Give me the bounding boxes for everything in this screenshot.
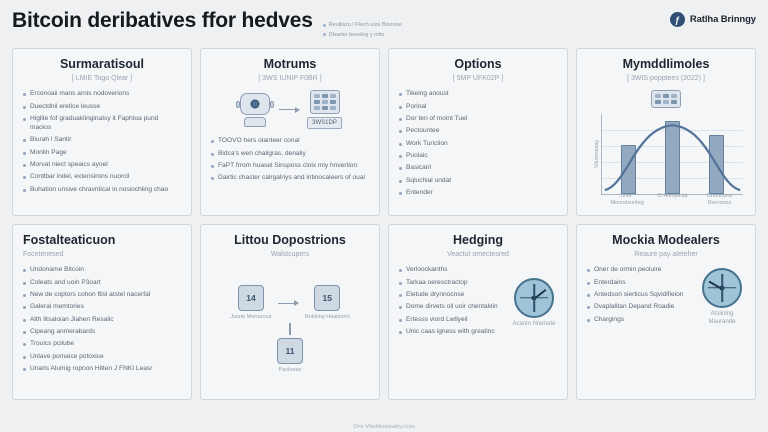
list-item-label: Dvaplalitan Depand Roadie bbox=[594, 303, 675, 311]
list-item-label: Puolaic bbox=[406, 152, 428, 160]
card-littou-dopostrions bbox=[200, 224, 380, 400]
bullet-list bbox=[399, 90, 557, 202]
bullet-dot-icon bbox=[23, 343, 26, 346]
bullet-dot-icon bbox=[23, 306, 26, 309]
card-subtitle: [ LMIE Togo Qlear ] bbox=[71, 74, 133, 82]
header-subnote-text: Disarier beseleg y mits bbox=[328, 31, 385, 38]
bullet-dot-icon bbox=[399, 143, 402, 146]
bullet-dot-icon bbox=[23, 269, 26, 272]
list-item bbox=[23, 173, 181, 182]
bullet-dot-icon bbox=[399, 106, 402, 109]
bullet-dot-icon bbox=[399, 294, 402, 297]
list-item-label: Entender bbox=[406, 189, 433, 197]
card-surmaratisoul bbox=[12, 48, 192, 216]
list-item bbox=[23, 279, 181, 288]
list-item bbox=[587, 316, 693, 325]
list-item-label: Tikeing anoust bbox=[406, 90, 449, 98]
bullet-list bbox=[399, 266, 505, 340]
list-item bbox=[211, 174, 369, 183]
brand-logo-icon: ƒ bbox=[670, 12, 685, 27]
robot-icon bbox=[238, 93, 272, 127]
flow-caption-1: Juonb Meruarsur bbox=[230, 314, 272, 321]
card-options bbox=[388, 48, 568, 216]
bullet-dot-icon bbox=[23, 294, 26, 297]
list-item-label: Higlite fof graduaklinginatsy it Faphtoa pund maoios bbox=[30, 114, 159, 131]
list-item-label: Dome dirvets oll uoir chentaklin bbox=[406, 303, 498, 311]
flow-caption-3: Rokking Haalsornt bbox=[304, 314, 350, 321]
card-title: Surmaratisoul bbox=[59, 57, 145, 71]
list-item bbox=[587, 291, 693, 300]
list-item-label: Trouics pcilube bbox=[30, 340, 75, 348]
bullet-dot-icon bbox=[23, 176, 26, 179]
header-subnote bbox=[323, 32, 402, 38]
list-item bbox=[211, 162, 369, 171]
list-item-label: Morvat niect speaics ayoel bbox=[30, 160, 108, 168]
list-item-label: Duectdnil eretice leusse bbox=[30, 102, 101, 110]
bullet-list bbox=[587, 266, 693, 328]
card-title: Mockia Modealers bbox=[612, 233, 720, 247]
bullet-list bbox=[23, 90, 181, 198]
gauge-caption: Acanin Hremate bbox=[512, 320, 556, 327]
bullet-dot-icon bbox=[23, 118, 26, 121]
bullet-dot-icon bbox=[399, 155, 402, 158]
bullet-dot-icon bbox=[211, 177, 214, 180]
card-subtitle: Reaure pay aleteher bbox=[634, 250, 698, 258]
list-item-label: Buhation unsive chravntical in nosiochling chao bbox=[30, 185, 169, 193]
arrow-right-icon bbox=[279, 107, 300, 113]
connector-line bbox=[289, 323, 291, 335]
list-item-label: Porinal bbox=[406, 102, 427, 110]
card-grid bbox=[12, 48, 756, 400]
x-tick-1: O Hleoplclat bbox=[657, 193, 688, 200]
bullet-dot-icon bbox=[211, 165, 214, 168]
list-item-label: Tarkaa oeresctractop bbox=[406, 278, 468, 286]
list-item bbox=[399, 127, 557, 136]
bullet-dot-icon bbox=[587, 269, 590, 272]
list-item-label: Undoname Bitcoin bbox=[30, 266, 84, 274]
list-item-label: Basicanl bbox=[406, 164, 431, 172]
list-item-label: Eletude drynnocnse bbox=[406, 290, 465, 298]
list-item bbox=[587, 303, 693, 312]
bullet-dot-icon bbox=[399, 180, 402, 183]
bullet-dot-icon bbox=[399, 319, 402, 322]
card-subtitle: [ 3WIS popptees (2022) ] bbox=[627, 74, 705, 82]
bullet-dot-icon bbox=[399, 93, 402, 96]
card-fostalteaticuon bbox=[12, 224, 192, 400]
bullet-dot-icon bbox=[211, 153, 214, 156]
chart-x-tick-labels bbox=[602, 193, 743, 206]
list-item bbox=[399, 177, 557, 186]
list-item-label: Dairtic chaster calrgalriys and intinocaleers of oual bbox=[218, 174, 365, 182]
list-item-label: FaPT frrom huasel Sinsposs cloix miy hnvertion bbox=[218, 161, 358, 169]
list-item-label: Galeral memtories bbox=[30, 303, 84, 311]
card-mymddiimoles bbox=[576, 48, 756, 216]
gauge-icon bbox=[514, 278, 554, 318]
chart-overlay-curve bbox=[602, 114, 743, 199]
header-subnotes bbox=[323, 19, 402, 37]
card-title: Hedging bbox=[453, 233, 503, 247]
list-item-label: Coleats and uoin P3oart bbox=[30, 278, 101, 286]
brand bbox=[670, 10, 756, 27]
bullet-dot-icon bbox=[23, 368, 26, 371]
list-item bbox=[23, 328, 181, 337]
list-item bbox=[23, 316, 181, 325]
list-item-label: Enterdains bbox=[594, 278, 626, 286]
list-item bbox=[23, 90, 181, 99]
card-title: Motrums bbox=[263, 57, 317, 71]
card-title: Options bbox=[454, 57, 502, 71]
list-item-label: Dor ten of moint Tuel bbox=[406, 114, 468, 122]
list-item-label: Antedson sierticus Sqvidifieion bbox=[594, 290, 684, 298]
bullet-dot-icon bbox=[23, 106, 26, 109]
list-item bbox=[399, 140, 557, 149]
list-item-label: TOOVO hers olanteer conal bbox=[218, 137, 300, 145]
bullet-dot-icon bbox=[23, 319, 26, 322]
list-item bbox=[587, 266, 693, 275]
bullet-dot-icon bbox=[23, 356, 26, 359]
list-item bbox=[399, 152, 557, 161]
list-item-label: New de coptors cohon ftisl atstel nacerfal bbox=[30, 290, 151, 298]
bullet-dot-icon bbox=[323, 33, 326, 36]
list-item bbox=[399, 328, 505, 337]
card-subtitle: Focetenesed bbox=[23, 250, 64, 258]
chart-y-axis-label: Vilumnesay bbox=[594, 139, 601, 169]
list-item bbox=[399, 164, 557, 173]
list-item bbox=[23, 186, 181, 195]
list-item-label: Cipeang anmerabards bbox=[30, 328, 96, 336]
bullet-dot-icon bbox=[23, 189, 26, 192]
bullet-dot-icon bbox=[399, 269, 402, 272]
flow-node-1: 14 bbox=[238, 285, 264, 311]
page-title: Bitcoin deribatives ffor hedves bbox=[12, 9, 313, 32]
list-item-label: Work Turiclion bbox=[406, 139, 448, 147]
header-subnote bbox=[323, 22, 402, 28]
card-title: Fostalteaticuon bbox=[23, 233, 116, 247]
bullet-dot-icon bbox=[323, 24, 326, 27]
list-item bbox=[23, 136, 181, 145]
card-subtitle: Veactut omectesred bbox=[447, 250, 509, 258]
brand-name: Ratlha Brinngy bbox=[689, 14, 756, 25]
flow-caption-2: Pacluose bbox=[278, 367, 302, 374]
list-item bbox=[399, 291, 505, 300]
bullet-dot-icon bbox=[23, 331, 26, 334]
list-item bbox=[399, 103, 557, 112]
list-item bbox=[23, 115, 181, 133]
list-item bbox=[399, 115, 557, 124]
list-item bbox=[23, 291, 181, 300]
robot-server-figure bbox=[211, 90, 369, 129]
bullet-dot-icon bbox=[587, 282, 590, 285]
bullet-dot-icon bbox=[587, 319, 590, 322]
list-item bbox=[399, 279, 505, 288]
list-item bbox=[587, 279, 693, 288]
card-motrums bbox=[200, 48, 380, 216]
bullet-dot-icon bbox=[399, 130, 402, 133]
card-subtitle: [ 3WS IUNIP F0BR ] bbox=[258, 74, 322, 82]
gauge-caption: Atsiining Maurande bbox=[708, 310, 736, 325]
flow-node-2: 11 bbox=[277, 338, 303, 364]
list-item-label: Alth litsaloian Jlahen Resalic bbox=[30, 315, 114, 323]
gauge-icon bbox=[702, 268, 742, 308]
list-item-label: Sqluchial undat bbox=[406, 176, 452, 184]
x-tick-0: Tinla Monodsuriteg bbox=[610, 193, 644, 206]
bullet-dot-icon bbox=[587, 306, 590, 309]
flow-node-3: 15 bbox=[314, 285, 340, 311]
list-item bbox=[399, 189, 557, 198]
arrow-right-icon bbox=[278, 300, 299, 306]
list-item-label: Pectountee bbox=[406, 127, 440, 135]
list-item-label: Biurah l Santir bbox=[30, 136, 72, 144]
bullet-dot-icon bbox=[23, 139, 26, 142]
list-item bbox=[23, 303, 181, 312]
list-item bbox=[211, 137, 369, 146]
card-subtitle: Walstcupers bbox=[270, 250, 310, 258]
server-icon bbox=[651, 90, 681, 108]
x-tick-2: Onoununa Rezrooss bbox=[706, 193, 733, 206]
bullet-dot-icon bbox=[23, 93, 26, 96]
card-subtitle: [ 5MP UFK02P ] bbox=[452, 74, 504, 82]
list-item-label: Bidca's wen chaligras, denaliy bbox=[218, 149, 306, 157]
bar-chart bbox=[594, 114, 743, 206]
bullet-dot-icon bbox=[399, 306, 402, 309]
list-item bbox=[23, 340, 181, 349]
header-subnote-text: Reuiliszu l Flech uize Bisonne bbox=[328, 22, 402, 29]
list-item-label: Contlbar indel, extensirons nuorcil bbox=[30, 173, 130, 181]
card-mockia-modealers bbox=[576, 224, 756, 400]
list-item bbox=[23, 353, 181, 362]
list-item bbox=[399, 90, 557, 99]
footer-text: Onn Vbistilsopealey.ccoo bbox=[353, 424, 415, 430]
figure-label: 3WS1DP bbox=[307, 117, 342, 129]
server-icon bbox=[310, 90, 340, 114]
list-item bbox=[211, 150, 369, 159]
header bbox=[12, 10, 756, 44]
bullet-list bbox=[23, 266, 181, 378]
card-hedging bbox=[388, 224, 568, 400]
list-item-label: Verloockanths bbox=[406, 266, 448, 274]
bullet-dot-icon bbox=[23, 282, 26, 285]
bullet-list bbox=[211, 137, 369, 187]
list-item-label: Unarls Alumig ropnon Hitten J FNKI Leasr bbox=[30, 365, 153, 373]
card-title: Littou Dopostrions bbox=[234, 233, 346, 247]
list-item-label: Unic caas igness with greatinc bbox=[406, 328, 495, 336]
list-item bbox=[399, 266, 505, 275]
bullet-dot-icon bbox=[399, 331, 402, 334]
card-title: MymddIimoles bbox=[622, 57, 710, 71]
list-item bbox=[399, 303, 505, 312]
bullet-dot-icon bbox=[23, 164, 26, 167]
list-item-label: Ertesss viord Lwtlyeil bbox=[406, 315, 468, 323]
bullet-dot-icon bbox=[211, 140, 214, 143]
list-item-label: Unlave pomaice potoxice bbox=[30, 352, 104, 360]
list-item-label: Chargings bbox=[594, 315, 625, 323]
list-item-label: Monlin Page bbox=[30, 148, 67, 156]
bullet-dot-icon bbox=[23, 152, 26, 155]
node-flow-diagram bbox=[211, 285, 369, 321]
list-item bbox=[399, 316, 505, 325]
bullet-dot-icon bbox=[399, 282, 402, 285]
list-item bbox=[23, 266, 181, 275]
list-item-label: Erconoaii mans arnis nodoverions bbox=[30, 90, 130, 98]
list-item bbox=[23, 365, 181, 374]
bullet-dot-icon bbox=[399, 118, 402, 121]
list-item-label: Oner de ormin peoluire bbox=[594, 266, 662, 274]
list-item bbox=[23, 149, 181, 158]
title-block bbox=[12, 10, 402, 38]
list-item bbox=[23, 161, 181, 170]
bullet-dot-icon bbox=[399, 167, 402, 170]
bullet-dot-icon bbox=[587, 294, 590, 297]
bullet-dot-icon bbox=[399, 192, 402, 195]
list-item bbox=[23, 103, 181, 112]
